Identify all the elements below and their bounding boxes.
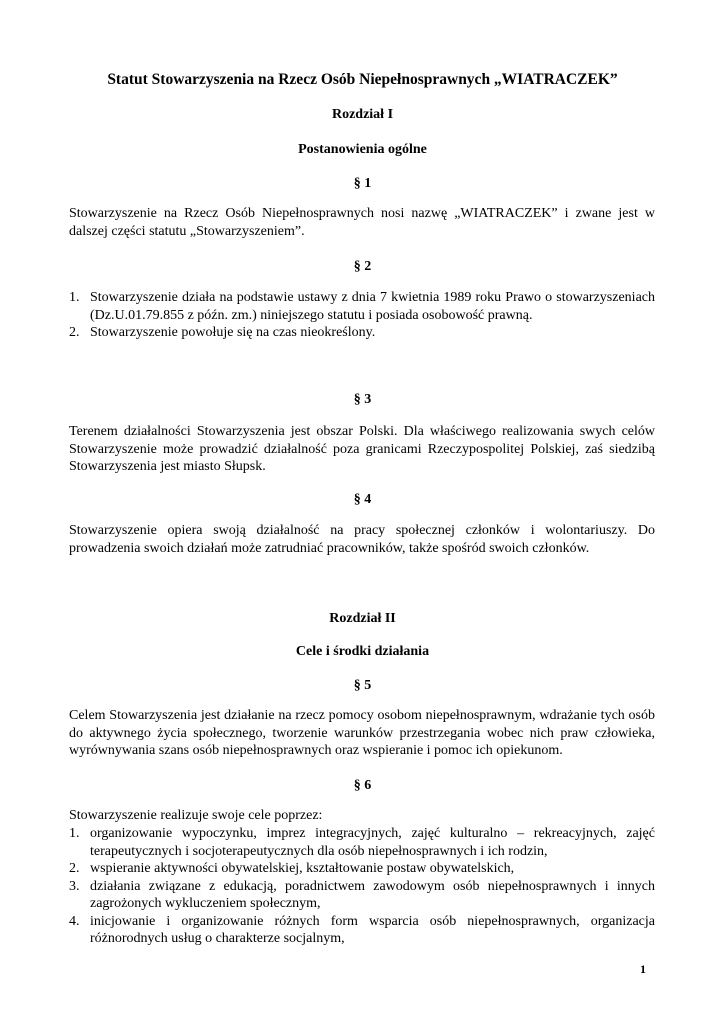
list-item-text: wspieranie aktywności obywatelskiej, kształtowanie postaw obywatelskich,	[90, 861, 515, 876]
section-6-intro: Stowarzyszenie realizuje swoje cele poprzez:	[69, 808, 323, 823]
list-item	[69, 860, 655, 878]
section-2-list	[69, 289, 655, 342]
list-item	[69, 324, 655, 342]
list-item	[69, 289, 655, 324]
list-item-number: 2.	[69, 325, 80, 340]
list-item-text: inicjowanie i organizowanie różnych form wsparcia osób niepełnosprawnych, organizacja różnorodnych usług o charakterze socjalnym,	[90, 913, 655, 946]
list-item-number: 2.	[69, 861, 80, 876]
list-item-number: 3.	[69, 878, 80, 894]
section-4-heading: § 4	[353, 492, 372, 507]
list-item-text: Stowarzyszenie powołuje się na czas nieokreślony.	[90, 325, 376, 340]
page-number: 1	[640, 962, 646, 976]
list-item-number: 1.	[69, 826, 80, 841]
list-item	[69, 913, 655, 948]
section-5-heading: § 5	[353, 678, 372, 693]
section-6-heading: § 6	[353, 778, 372, 793]
list-item-number: 4.	[69, 913, 80, 929]
document-title: Statut Stowarzyszenia na Rzecz Osób Niepełnosprawnych „WIATRACZEK”	[107, 71, 618, 88]
list-item	[69, 825, 655, 860]
section-2-heading: § 2	[353, 259, 372, 274]
list-item-text: organizowanie wypoczynku, imprez integracyjnych, zajęć kulturalno – rekreacyjnych, zajęć terapeutycznych i socjoterapeutycznych dla osób niepełnosprawnych i ich rodzin,	[90, 826, 655, 859]
chapter-1-subheading: Postanowienia ogólne	[298, 142, 427, 157]
list-item-text: działania związane z edukacją, poradnictwem zawodowym osób niepełnosprawnych i innych zagrożonych wykluczeniem społecznym,	[90, 878, 655, 911]
list-item	[69, 878, 655, 913]
section-1-text: Stowarzyszenie na Rzecz Osób Niepełnosprawnych nosi nazwę „WIATRACZEK” i zwane jest w dalszej części statutu „Stowarzyszeniem”.	[69, 206, 655, 239]
list-item-number: 1.	[69, 290, 80, 305]
section-5-text: Celem Stowarzyszenia jest działanie na rzecz pomocy osobom niepełnosprawnym, wdrażanie tych osób do aktywnego życia społecznego, tworzenie warunków przestrzegania wobec nich praw człowieka, wyrównywania szans osób niepełnosprawnych oraz wspieranie i pomoc ich opiekunom.	[69, 708, 655, 758]
section-3-heading: § 3	[353, 392, 372, 407]
list-item-text: Stowarzyszenie działa na podstawie ustawy z dnia 7 kwietnia 1989 roku Prawo o stowarzyszeniach (Dz.U.01.79.855 z późn. zm.) niniejszego statutu i posiada osobowość prawną.	[90, 290, 655, 323]
section-1-heading: § 1	[353, 176, 372, 191]
chapter-1-heading: Rozdział I	[331, 107, 394, 122]
chapter-2-subheading: Cele i środki działania	[295, 644, 430, 659]
chapter-2-heading: Rozdział II	[329, 611, 396, 626]
section-6-list	[69, 825, 655, 948]
section-4-text: Stowarzyszenie opiera swoją działalność na pracy społecznej członków i wolontariuszy. Do prowadzenia swoich działań może zatrudniać pracowników, także spośród swoich członków.	[69, 523, 655, 556]
section-3-text: Terenem działalności Stowarzyszenia jest obszar Polski. Dla właściwego realizowania swych celów Stowarzyszenie może prowadzić działalność poza granicami Rzeczypospolitej Polskiej, zaś siedzibą Stowarzyszenia jest miasto Słupsk.	[69, 424, 655, 474]
